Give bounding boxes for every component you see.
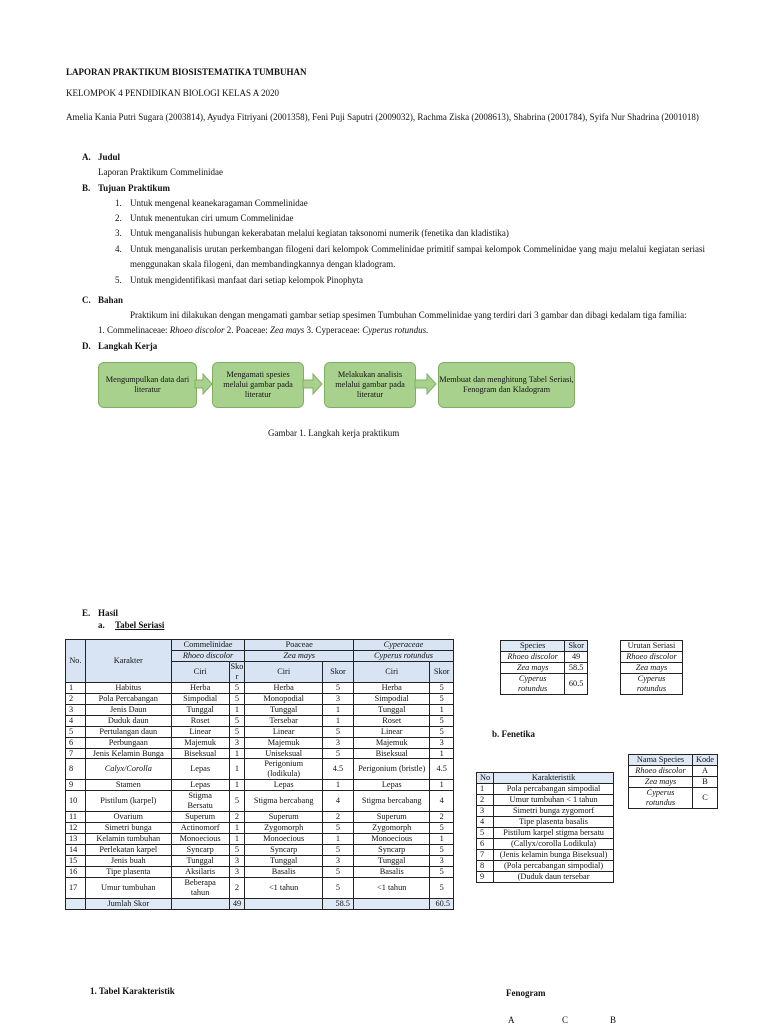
cell-skor-3: 1 (430, 780, 454, 791)
cell-karakter: Duduk daun (85, 715, 171, 726)
seriasi-header-species-1: Rhoeo discolor (171, 650, 245, 661)
seriasi-header-ciri: Ciri (245, 661, 323, 682)
cell-karakter: Jenis Kelamin Bunga (85, 748, 171, 759)
cell-no: 2 (66, 693, 86, 704)
cell-species: Cyperus rotundus (629, 787, 693, 808)
cell-no: 6 (477, 838, 494, 849)
cell-ciri-1: Syncarp (171, 845, 229, 856)
cell-kode: C (693, 787, 718, 808)
cell-ciri-1: Lepas (171, 759, 229, 780)
skor-table (500, 640, 588, 695)
cell-skor-2: 3 (322, 856, 353, 867)
cell-skor-1: 5 (229, 845, 245, 856)
table-row (621, 651, 683, 662)
seriasi-table (65, 639, 454, 910)
cell-karakter: Simetri bunga (85, 823, 171, 834)
list-item: 1. Untuk mengenal keanekaragaman Commelinidae (115, 198, 308, 208)
cell-ciri-3: Monoecious (353, 834, 430, 845)
table-row (66, 877, 454, 898)
seriasi-header-skor: Skor (430, 661, 454, 682)
cell-no: 4 (66, 715, 86, 726)
cell-ciri-2: Monoecious (245, 834, 323, 845)
table-row (621, 662, 683, 673)
seriasi-header-skor: Sko r (230, 661, 244, 681)
cell-ciri-2: Majemuk (245, 737, 323, 748)
cell-skor-1: 1 (229, 823, 245, 834)
group-line: KELOMPOK 4 PENDIDIKAN BIOLOGI KELAS A 2020 (66, 88, 279, 98)
cell-ciri-3: Superum (353, 812, 430, 823)
cell-ciri-1: Linear (171, 726, 229, 737)
cell-ciri-1: Aksilaris (171, 867, 229, 878)
skor-header-species: Species (501, 641, 565, 652)
cell-ciri-1: Tunggal (171, 704, 229, 715)
kode-header-nama: Nama Species (629, 755, 693, 766)
table-row (477, 860, 614, 871)
cell-karakter: Stamen (85, 780, 171, 791)
cell-skor-3: 4 (430, 791, 454, 812)
cell-species: Cyperus rotundus (501, 673, 565, 694)
section-e-title: Hasil (98, 608, 119, 618)
table-row (66, 823, 454, 834)
cell-ciri-3: <1 tahun (353, 877, 430, 898)
cell-ciri-2: Linear (245, 726, 323, 737)
flow-step-2: Mengamati spesies melalui gambar pada literatur (212, 362, 304, 408)
cell-no: 13 (66, 834, 86, 845)
cell-ciri-2: Tunggal (245, 856, 323, 867)
cell-skor-2: 1 (322, 834, 353, 845)
cell-skor-1: 3 (229, 737, 245, 748)
list-item: 2. Untuk menentukan ciri umum Commelinidae (115, 213, 294, 224)
fenetika-title: b. Fenetika (492, 729, 536, 739)
table-row (66, 715, 454, 726)
cell-karakteristik: (Pola percabangan simpodial) (494, 860, 614, 871)
seriasi-total-1: 49 (229, 898, 245, 909)
seriasi-header-family-3: Cyperaceae (353, 640, 453, 651)
cell-no: 5 (66, 726, 86, 737)
table-row (501, 651, 588, 662)
cell-no: 12 (66, 823, 86, 834)
cell-species: Rhoeo discolor (629, 765, 693, 776)
cell-karakter: Jenis Daun (85, 704, 171, 715)
cell-ciri-2: Herba (245, 682, 323, 693)
cell-skor: 60.5 (565, 673, 588, 694)
cell-species: Cyperus rotundus (621, 673, 683, 694)
cell-no: 7 (66, 748, 86, 759)
cell-skor-1: 1 (229, 834, 245, 845)
cell-skor-2: 5 (322, 726, 353, 737)
cell-ciri-1: Herba (171, 682, 229, 693)
section-b-marker: B. (82, 183, 91, 193)
cell-skor-2: 4.5 (322, 759, 353, 780)
cell-skor-3: 5 (430, 726, 454, 737)
cell-skor-1: 5 (229, 715, 245, 726)
cell-karakter: Tipe plasenta (85, 867, 171, 878)
cell-ciri-3: Syncarp (353, 845, 430, 856)
table-row (629, 765, 718, 776)
seriasi-header-ciri: Ciri (353, 661, 430, 682)
karakteristik-header: Karakteristik (494, 773, 614, 784)
cell-skor-1: 5 (229, 693, 245, 704)
table-row (66, 759, 454, 780)
table-row (66, 704, 454, 715)
cell-no: 9 (66, 780, 86, 791)
cell-no: 8 (477, 860, 494, 871)
section-e-sub-marker: a. (98, 620, 105, 630)
cell-ciri-3: Biseksual (353, 748, 430, 759)
table-row (629, 787, 718, 808)
cell-no: 15 (66, 856, 86, 867)
cell-karakter: Habitus (85, 682, 171, 693)
cell-no: 2 (477, 794, 494, 805)
cell-no: 17 (66, 877, 86, 898)
cell-ciri-1: Simpodial (171, 693, 229, 704)
cell-ciri-3: Perigonium (bristle) (353, 759, 430, 780)
cell-no: 7 (477, 849, 494, 860)
arrow-right-icon (194, 372, 214, 396)
cell-skor-3: 5 (430, 845, 454, 856)
cell-karakter: Pertulangan daun (85, 726, 171, 737)
cell-skor-2: 3 (322, 737, 353, 748)
table-row (477, 827, 614, 838)
cell-no: 14 (66, 845, 86, 856)
cell-skor-3: 3 (430, 737, 454, 748)
cell-kode: A (693, 765, 718, 776)
table-row (66, 748, 454, 759)
cell-ciri-1: Biseksual (171, 748, 229, 759)
cell-karakteristik: (Duduk daun tersebar (494, 871, 614, 882)
cell-skor-2: 5 (322, 748, 353, 759)
cell-skor-3: 4.5 (430, 759, 454, 780)
table-row (66, 693, 454, 704)
section-d-title: Langkah Kerja (98, 341, 158, 351)
cell-no: 5 (477, 827, 494, 838)
cell-karakteristik: Tipe plasenta basalis (494, 816, 614, 827)
cell-skor-2: 2 (322, 812, 353, 823)
table-row (477, 816, 614, 827)
section-d-marker: D. (82, 341, 91, 351)
table-row (501, 662, 588, 673)
cell-ciri-3: Simpodial (353, 693, 430, 704)
cell-species: Zea mays (501, 662, 565, 673)
kode-header-kode: Kode (693, 755, 718, 766)
section-a-text: Laporan Praktikum Commelinidae (98, 167, 223, 177)
cell-ciri-1: Monoecious (171, 834, 229, 845)
cell-no: 1 (477, 783, 494, 794)
table-row (66, 834, 454, 845)
section-b-title: Tujuan Praktikum (98, 183, 170, 193)
seriasi-total-label: Jumlah Skor (85, 898, 171, 909)
cell-skor-2: 5 (322, 845, 353, 856)
cell-no: 10 (66, 791, 86, 812)
cell-skor: 49 (565, 651, 588, 662)
cell-ciri-3: Stigma bercabang (353, 791, 430, 812)
cell-skor-3: 5 (430, 867, 454, 878)
cell-karakter: Umur tumbuhan (85, 877, 171, 898)
cell-karakteristik: Pistilum karpel stigma bersatu (494, 827, 614, 838)
cell-skor-2: 1 (322, 704, 353, 715)
cell-skor-3: 5 (430, 823, 454, 834)
cell-ciri-2: Uniseksual (245, 748, 323, 759)
fenogram-label-b: B (610, 1015, 617, 1025)
karakteristik-header-no: No (477, 773, 494, 784)
section-c-text: Praktikum ini dilakukan dengan mengamati gambar setiap spesimen Tumbuhan Commelinidae yang terdiri dari 3 gambar dan dibagi kedalam tiga familia: (130, 310, 687, 320)
report-title: LAPORAN PRAKTIKUM BIOSISTEMATIKA TUMBUHAN (66, 67, 307, 77)
cell-ciri-1: Beberapa tahun (171, 877, 229, 898)
cell-skor-3: 1 (430, 748, 454, 759)
cell-skor: 58.5 (565, 662, 588, 673)
table-row (66, 726, 454, 737)
table-row (66, 845, 454, 856)
cell-ciri-2: Tunggal (245, 704, 323, 715)
table-row (477, 794, 614, 805)
cell-ciri-2: Perigonium (lodikula) (245, 759, 323, 780)
cell-skor-2: 5 (322, 823, 353, 834)
cell-karakter: Kelamin tumbuhan (85, 834, 171, 845)
cell-skor-1: 1 (229, 704, 245, 715)
section-e-marker: E. (82, 608, 91, 618)
cell-karakteristik: Pola percabangan simpodial (494, 783, 614, 794)
section-a-title: Judul (98, 152, 121, 162)
seriasi-total-2: 58.5 (322, 898, 353, 909)
section-a-marker: A. (82, 152, 91, 162)
cell-no: 9 (477, 871, 494, 882)
arrow-right-icon (302, 372, 324, 396)
karakteristik-table (476, 772, 614, 883)
table-row (66, 867, 454, 878)
cell-skor-3: 5 (430, 682, 454, 693)
cell-ciri-2: Lepas (245, 780, 323, 791)
cell-skor-1: 3 (229, 856, 245, 867)
cell-ciri-1: Majemuk (171, 737, 229, 748)
table-row (477, 838, 614, 849)
table-row (477, 849, 614, 860)
seriasi-header-family-2: Poaceae (245, 640, 354, 651)
karakteristik-section-title: 1. Tabel Karakteristik (90, 986, 175, 996)
seriasi-header-skor: Skor (322, 661, 353, 682)
cell-no: 6 (66, 737, 86, 748)
cell-karakter: Pola Percabangan (85, 693, 171, 704)
cell-ciri-3: Basalis (353, 867, 430, 878)
cell-species: Zea mays (629, 776, 693, 787)
cell-skor-3: 3 (430, 856, 454, 867)
cell-no: 4 (477, 816, 494, 827)
cell-skor-1: 2 (229, 812, 245, 823)
cell-no: 8 (66, 759, 86, 780)
arrow-right-icon (414, 372, 438, 396)
cell-karakteristik: (Callyx/corolla Lodikula) (494, 838, 614, 849)
cell-skor-2: 4 (322, 791, 353, 812)
cell-skor-2: 1 (322, 780, 353, 791)
table-row (66, 856, 454, 867)
cell-no: 16 (66, 867, 86, 878)
cell-karakter: Jenis buah (85, 856, 171, 867)
cell-ciri-2: Syncarp (245, 845, 323, 856)
table-row (477, 805, 614, 816)
cell-karakter: Perlekatan karpel (85, 845, 171, 856)
cell-ciri-2: Stigma bercabang (245, 791, 323, 812)
table-row (66, 737, 454, 748)
kode-table (628, 754, 718, 809)
table-row (66, 812, 454, 823)
cell-ciri-1: Superum (171, 812, 229, 823)
table-row (501, 673, 588, 694)
seriasi-header-species-2: Zea mays (245, 650, 354, 661)
cell-ciri-2: Superum (245, 812, 323, 823)
list-item: 5. Untuk mengidentifikasi manfaat dari setiap kelompok Pinophyta (115, 275, 363, 286)
flow-step-1: Mengumpulkan data dari literatur (98, 362, 197, 408)
fenogram-label-c: C (562, 1015, 569, 1025)
cell-karakter: Pistilum (karpel) (85, 791, 171, 812)
list-item: 4. Untuk menganalisis urutan perkembangan filogeni dari kelompok Commelinidae primitif sampai kelompok Commelinidae yang maju melalui kegiatan seriasi menggunakan skala filogeni, dan membandingkannya dengan kladogram. (115, 244, 705, 269)
cell-ciri-3: Majemuk (353, 737, 430, 748)
cell-karakter: Perbungaan (85, 737, 171, 748)
fenogram-title: Fenogram (506, 988, 546, 998)
cell-skor-2: 5 (322, 867, 353, 878)
cell-skor-1: 3 (229, 867, 245, 878)
cell-skor-2: 5 (322, 877, 353, 898)
table-row (477, 871, 614, 882)
cell-ciri-1: Actinomorf (171, 823, 229, 834)
table-row (66, 791, 454, 812)
flow-step-4: Membuat dan menghitung Tabel Seriasi, Fenogram dan Kladogram (438, 362, 575, 408)
section-c-title: Bahan (98, 295, 124, 305)
cell-ciri-2: Basalis (245, 867, 323, 878)
cell-ciri-2: Zygomorph (245, 823, 323, 834)
cell-ciri-3: Zygomorph (353, 823, 430, 834)
list-item: 3. Untuk menganalisis hubungan kekerabatan melalui kegiatan taksonomi numerik (fenetika dan kladistika) (115, 228, 509, 239)
seriasi-header-karakter: Karakter (85, 640, 171, 683)
cell-karakteristik: Simetri bunga zygomorf (494, 805, 614, 816)
cell-ciri-1: Roset (171, 715, 229, 726)
cell-skor-1: 5 (229, 682, 245, 693)
cell-skor-1: 1 (229, 759, 245, 780)
cell-skor-1: 5 (229, 726, 245, 737)
cell-skor-3: 2 (430, 812, 454, 823)
cell-no: 3 (477, 805, 494, 816)
urutan-header: Urutan Seriasi (621, 641, 683, 652)
cell-species: Zea mays (621, 662, 683, 673)
cell-skor-1: 2 (229, 877, 245, 898)
cell-skor-2: 1 (322, 715, 353, 726)
flow-step-3: Melakukan analisis melalui gambar pada literatur (324, 362, 416, 408)
cell-karakter: Calyx/Corolla (85, 759, 171, 780)
urutan-table (620, 640, 683, 695)
cell-ciri-1: Lepas (171, 780, 229, 791)
cell-skor-1: 5 (229, 791, 245, 812)
seriasi-header-ciri: Ciri (171, 661, 229, 682)
cell-skor-3: 1 (430, 704, 454, 715)
cell-skor-3: 5 (430, 693, 454, 704)
cell-ciri-3: Roset (353, 715, 430, 726)
table-row (477, 783, 614, 794)
cell-kode: B (693, 776, 718, 787)
cell-no: 11 (66, 812, 86, 823)
cell-ciri-1: Stigma Bersatu (171, 791, 229, 812)
cell-karakter: Ovarium (85, 812, 171, 823)
members-line: Amelia Kania Putri Sugara (2003814), Ayudya Fitriyani (2001358), Feni Puji Saputri (2009032), Rachma Ziska (2008613), Shabrina (2001784), Syifa Nur Shadrina (2001018) (66, 112, 699, 122)
table-row (66, 780, 454, 791)
objectives-list (115, 197, 705, 286)
table-row (629, 776, 718, 787)
seriasi-header-no: No. (66, 640, 86, 683)
cell-skor-2: 3 (322, 693, 353, 704)
cell-skor-3: 1 (430, 834, 454, 845)
cell-skor-3: 5 (430, 715, 454, 726)
cell-karakteristik: Umur tumbuhan < 1 tahun (494, 794, 614, 805)
cell-ciri-3: Lepas (353, 780, 430, 791)
cell-ciri-3: Linear (353, 726, 430, 737)
cell-skor-1: 1 (229, 748, 245, 759)
cell-skor-1: 1 (229, 780, 245, 791)
fenogram-label-a: A (508, 1015, 515, 1025)
section-c-list: 1. Commelinaceae: Rhoeo discolor 2. Poaceae: Zea mays 3. Cyperaceae: Cyperus rotundus. (98, 325, 429, 335)
table-row (621, 673, 683, 694)
seriasi-header-family-1: Commelinidae (171, 640, 245, 651)
flow-caption: Gambar 1. Langkah kerja praktikum (268, 428, 400, 438)
cell-skor-3: 5 (430, 877, 454, 898)
cell-ciri-3: Herba (353, 682, 430, 693)
section-e-sub-title: Tabel Seriasi (115, 620, 165, 630)
cell-ciri-2: Monopodial (245, 693, 323, 704)
cell-ciri-2: Tersebar (245, 715, 323, 726)
cell-species: Rhoeo discolor (501, 651, 565, 662)
table-row (66, 682, 454, 693)
cell-ciri-3: Tunggal (353, 856, 430, 867)
cell-no: 1 (66, 682, 86, 693)
cell-no: 3 (66, 704, 86, 715)
seriasi-total-3: 60.5 (430, 898, 454, 909)
seriasi-header-species-3: Cyperus rotundus (353, 650, 453, 661)
cell-skor-2: 5 (322, 682, 353, 693)
cell-ciri-2: <1 tahun (245, 877, 323, 898)
skor-header-skor: Skor (565, 641, 588, 652)
cell-ciri-1: Tunggal (171, 856, 229, 867)
cell-ciri-3: Tunggal (353, 704, 430, 715)
cell-karakteristik: (Jenis kelamin bunga Biseksual) (494, 849, 614, 860)
cell-species: Rhoeo discolor (621, 651, 683, 662)
section-c-marker: C. (82, 295, 91, 305)
